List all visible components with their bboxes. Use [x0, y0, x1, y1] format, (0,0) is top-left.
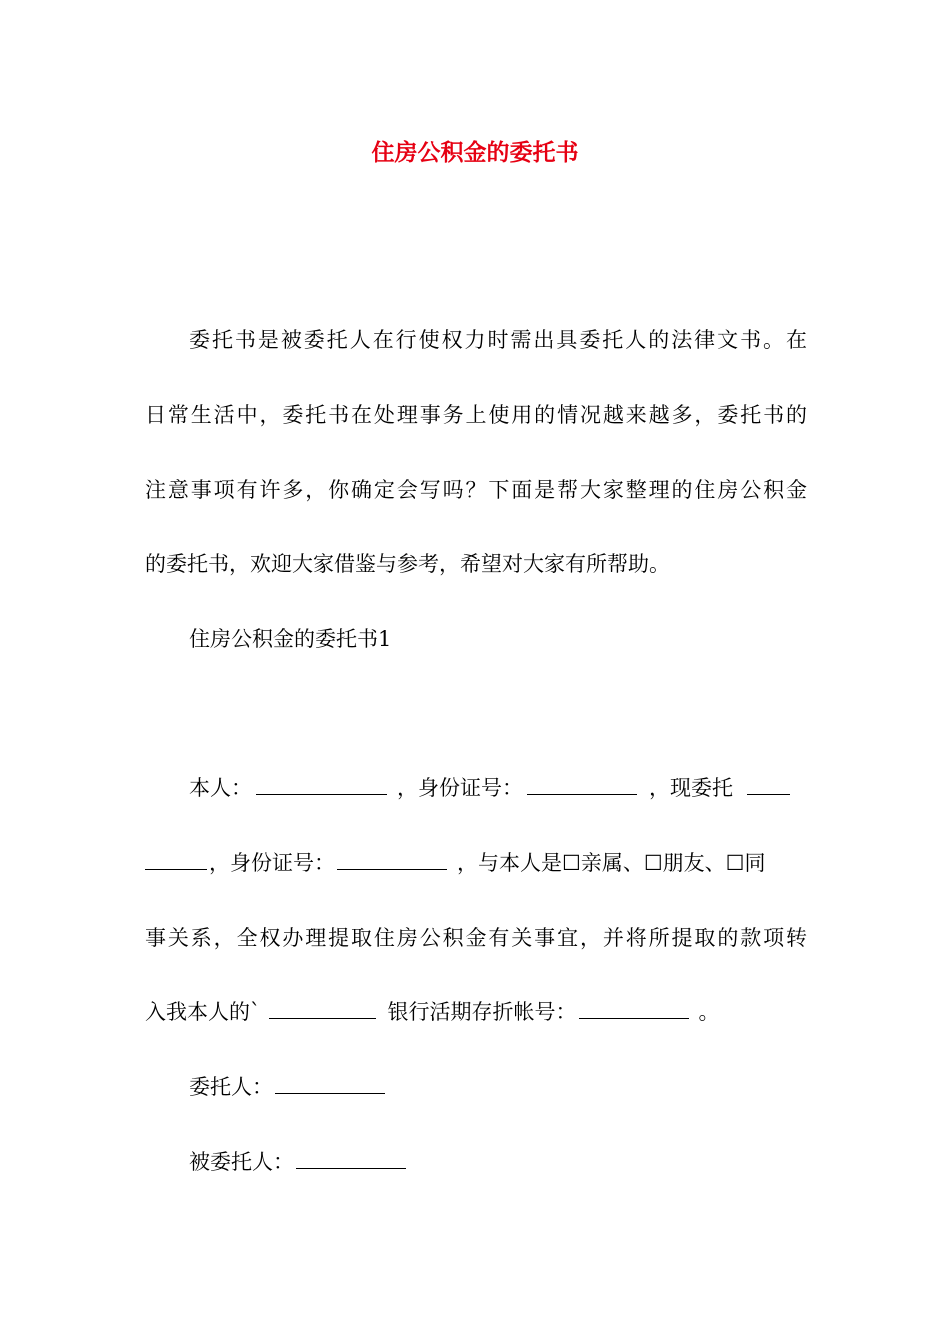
account-number-blank: [579, 998, 689, 1019]
period-mark: 。: [698, 1000, 720, 1024]
relation-label: ，与本人是: [457, 851, 562, 875]
intro-line-4: 的委托书，欢迎大家借鉴与参考，希望对大家有所帮助。: [145, 552, 670, 576]
intro-line-2: 日常生活中，委托书在处理事务上使用的情况越来越多，委托书的: [145, 403, 807, 427]
agent-name-blank-start: [747, 774, 790, 795]
own-bank-label: 入我本人的`: [145, 1000, 261, 1024]
id-label-1: ，身份证号：: [397, 776, 523, 800]
agent-name-blank-end: [145, 849, 207, 870]
self-label: 本人：: [189, 776, 252, 800]
form-line-2: [145, 848, 807, 878]
principal-line: [189, 1072, 807, 1102]
section-heading-1: 住房公积金的委托书1: [189, 627, 392, 651]
agent-signature-blank: [296, 1148, 406, 1169]
relation-options: ☐亲属、☐朋友、☐同: [562, 851, 766, 875]
self-name-blank: [256, 774, 387, 795]
form-line-3: 事关系，全权办理提取住房公积金有关事宜，并将所提取的款项转: [145, 926, 807, 950]
account-label: 银行活期存折帐号：: [387, 1000, 577, 1024]
id-label-2: ，身份证号：: [209, 851, 335, 875]
self-id-blank: [527, 774, 637, 795]
bank-name-blank: [269, 998, 376, 1019]
principal-label: 委托人：: [189, 1075, 273, 1099]
document-title: 住房公积金的委托书: [371, 139, 579, 166]
form-line-1: [189, 773, 807, 803]
agent-line: [189, 1147, 807, 1177]
principal-signature-blank: [275, 1073, 385, 1094]
agent-label: 被委托人：: [189, 1150, 294, 1174]
agent-id-blank: [337, 849, 447, 870]
intro-line-1: 委托书是被委托人在行使权力时需出具委托人的法律文书。在: [189, 328, 807, 352]
intro-line-3: 注意事项有许多，你确定会写吗？下面是帮大家整理的住房公积金: [145, 478, 807, 502]
form-line-4: [145, 997, 807, 1027]
entrust-label: ，现委托: [649, 776, 733, 800]
